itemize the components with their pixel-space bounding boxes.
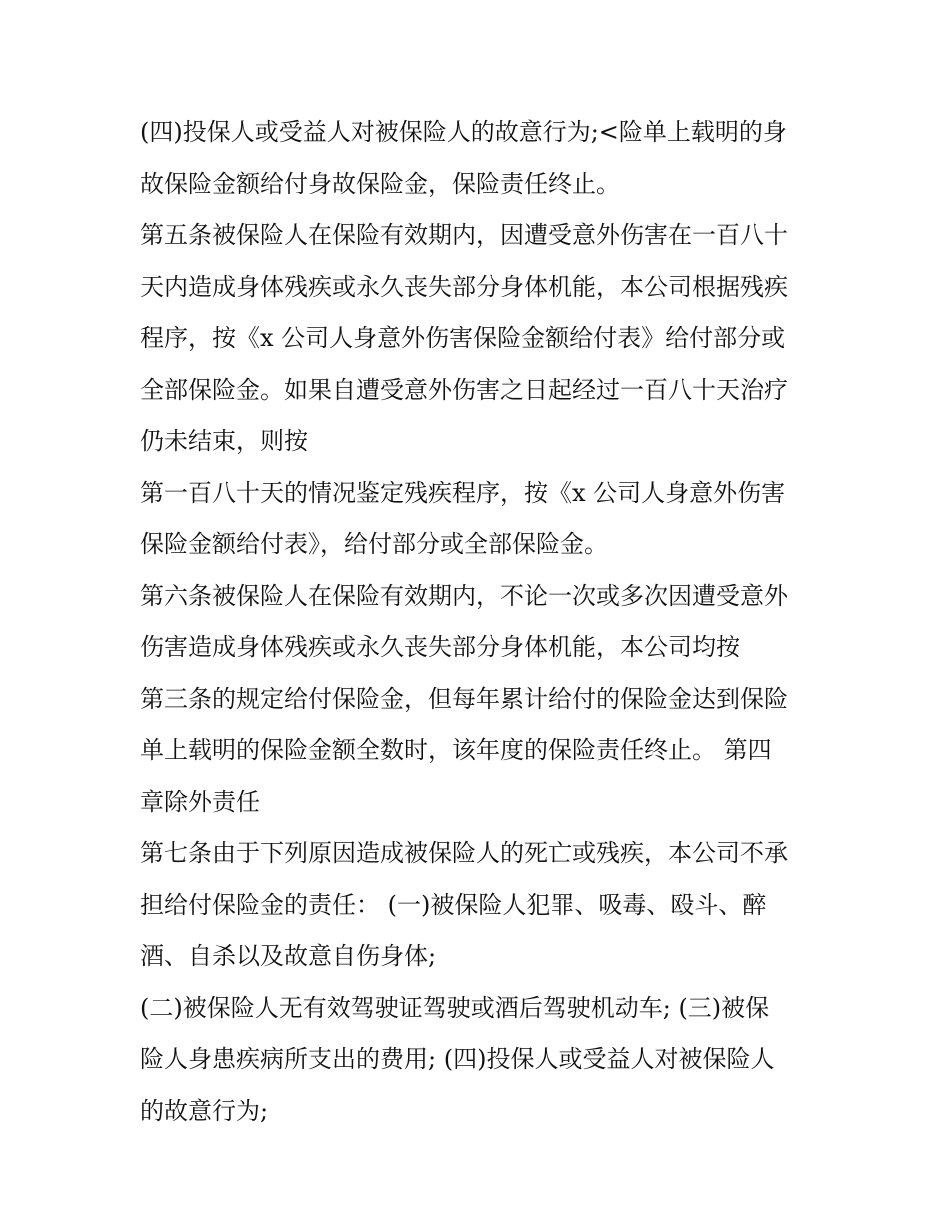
text-line: 程序，按《x 公司人身意外伤害保险金额给付表》给付部分或: [140, 324, 786, 352]
text-line: 天内造成身体残疾或永久丧失部分身体机能，本公司根据残疾: [140, 272, 788, 301]
text-line: 第六条被保险人在保险有效期内，不论一次或多次因遭受意外: [140, 581, 788, 610]
text-line: 单上载明的保险金额全数时，该年度的保险责任终止。 第四: [140, 736, 772, 764]
text-line: 的故意行为;: [140, 1096, 269, 1125]
text-line: 章除外责任: [140, 787, 260, 816]
text-line: 第七条由于下列原因造成被保险人的死亡或残疾，本公司不承: [140, 839, 788, 867]
text-line: 第三条的规定给付保险金，但每年累计给付的保险金达到保险: [140, 684, 788, 713]
text-line: 全部保险金。如果自遭受意外伤害之日起经过一百八十天治疗: [140, 375, 788, 404]
text-line: 酒、自杀以及故意自伤身体;: [140, 942, 437, 970]
text-line: 保险金额给付表》，给付部分或全部保险金。: [140, 530, 608, 558]
text-line: 故保险金额给付身故保险金，保险责任终止。: [140, 169, 620, 198]
text-line: 担给付保险金的责任： (一)被保险人犯罪、吸毒、殴斗、醉: [140, 890, 767, 919]
text-line: 仍未结束，则按: [140, 427, 308, 455]
document-body: [140, 107, 820, 1137]
text-line: (二)被保险人无有效驾驶证驾驶或酒后驾驶机动车; (三)被保: [140, 993, 770, 1022]
text-line: 险人身患疾病所支出的费用; (四)投保人或受益人对被保险人: [140, 1045, 775, 1073]
text-line: 伤害造成身体残疾或永久丧失部分身体机能，本公司均按: [140, 633, 740, 661]
text-line: 第五条被保险人在保险有效期内，因遭受意外伤害在一百八十: [140, 221, 788, 249]
text-line: 第一百八十天的情况鉴定残疾程序，按《x 公司人身意外伤害: [140, 478, 786, 507]
text-line: (四)投保人或受益人对被保险人的故意行为;<险单上载明的身: [140, 118, 787, 146]
